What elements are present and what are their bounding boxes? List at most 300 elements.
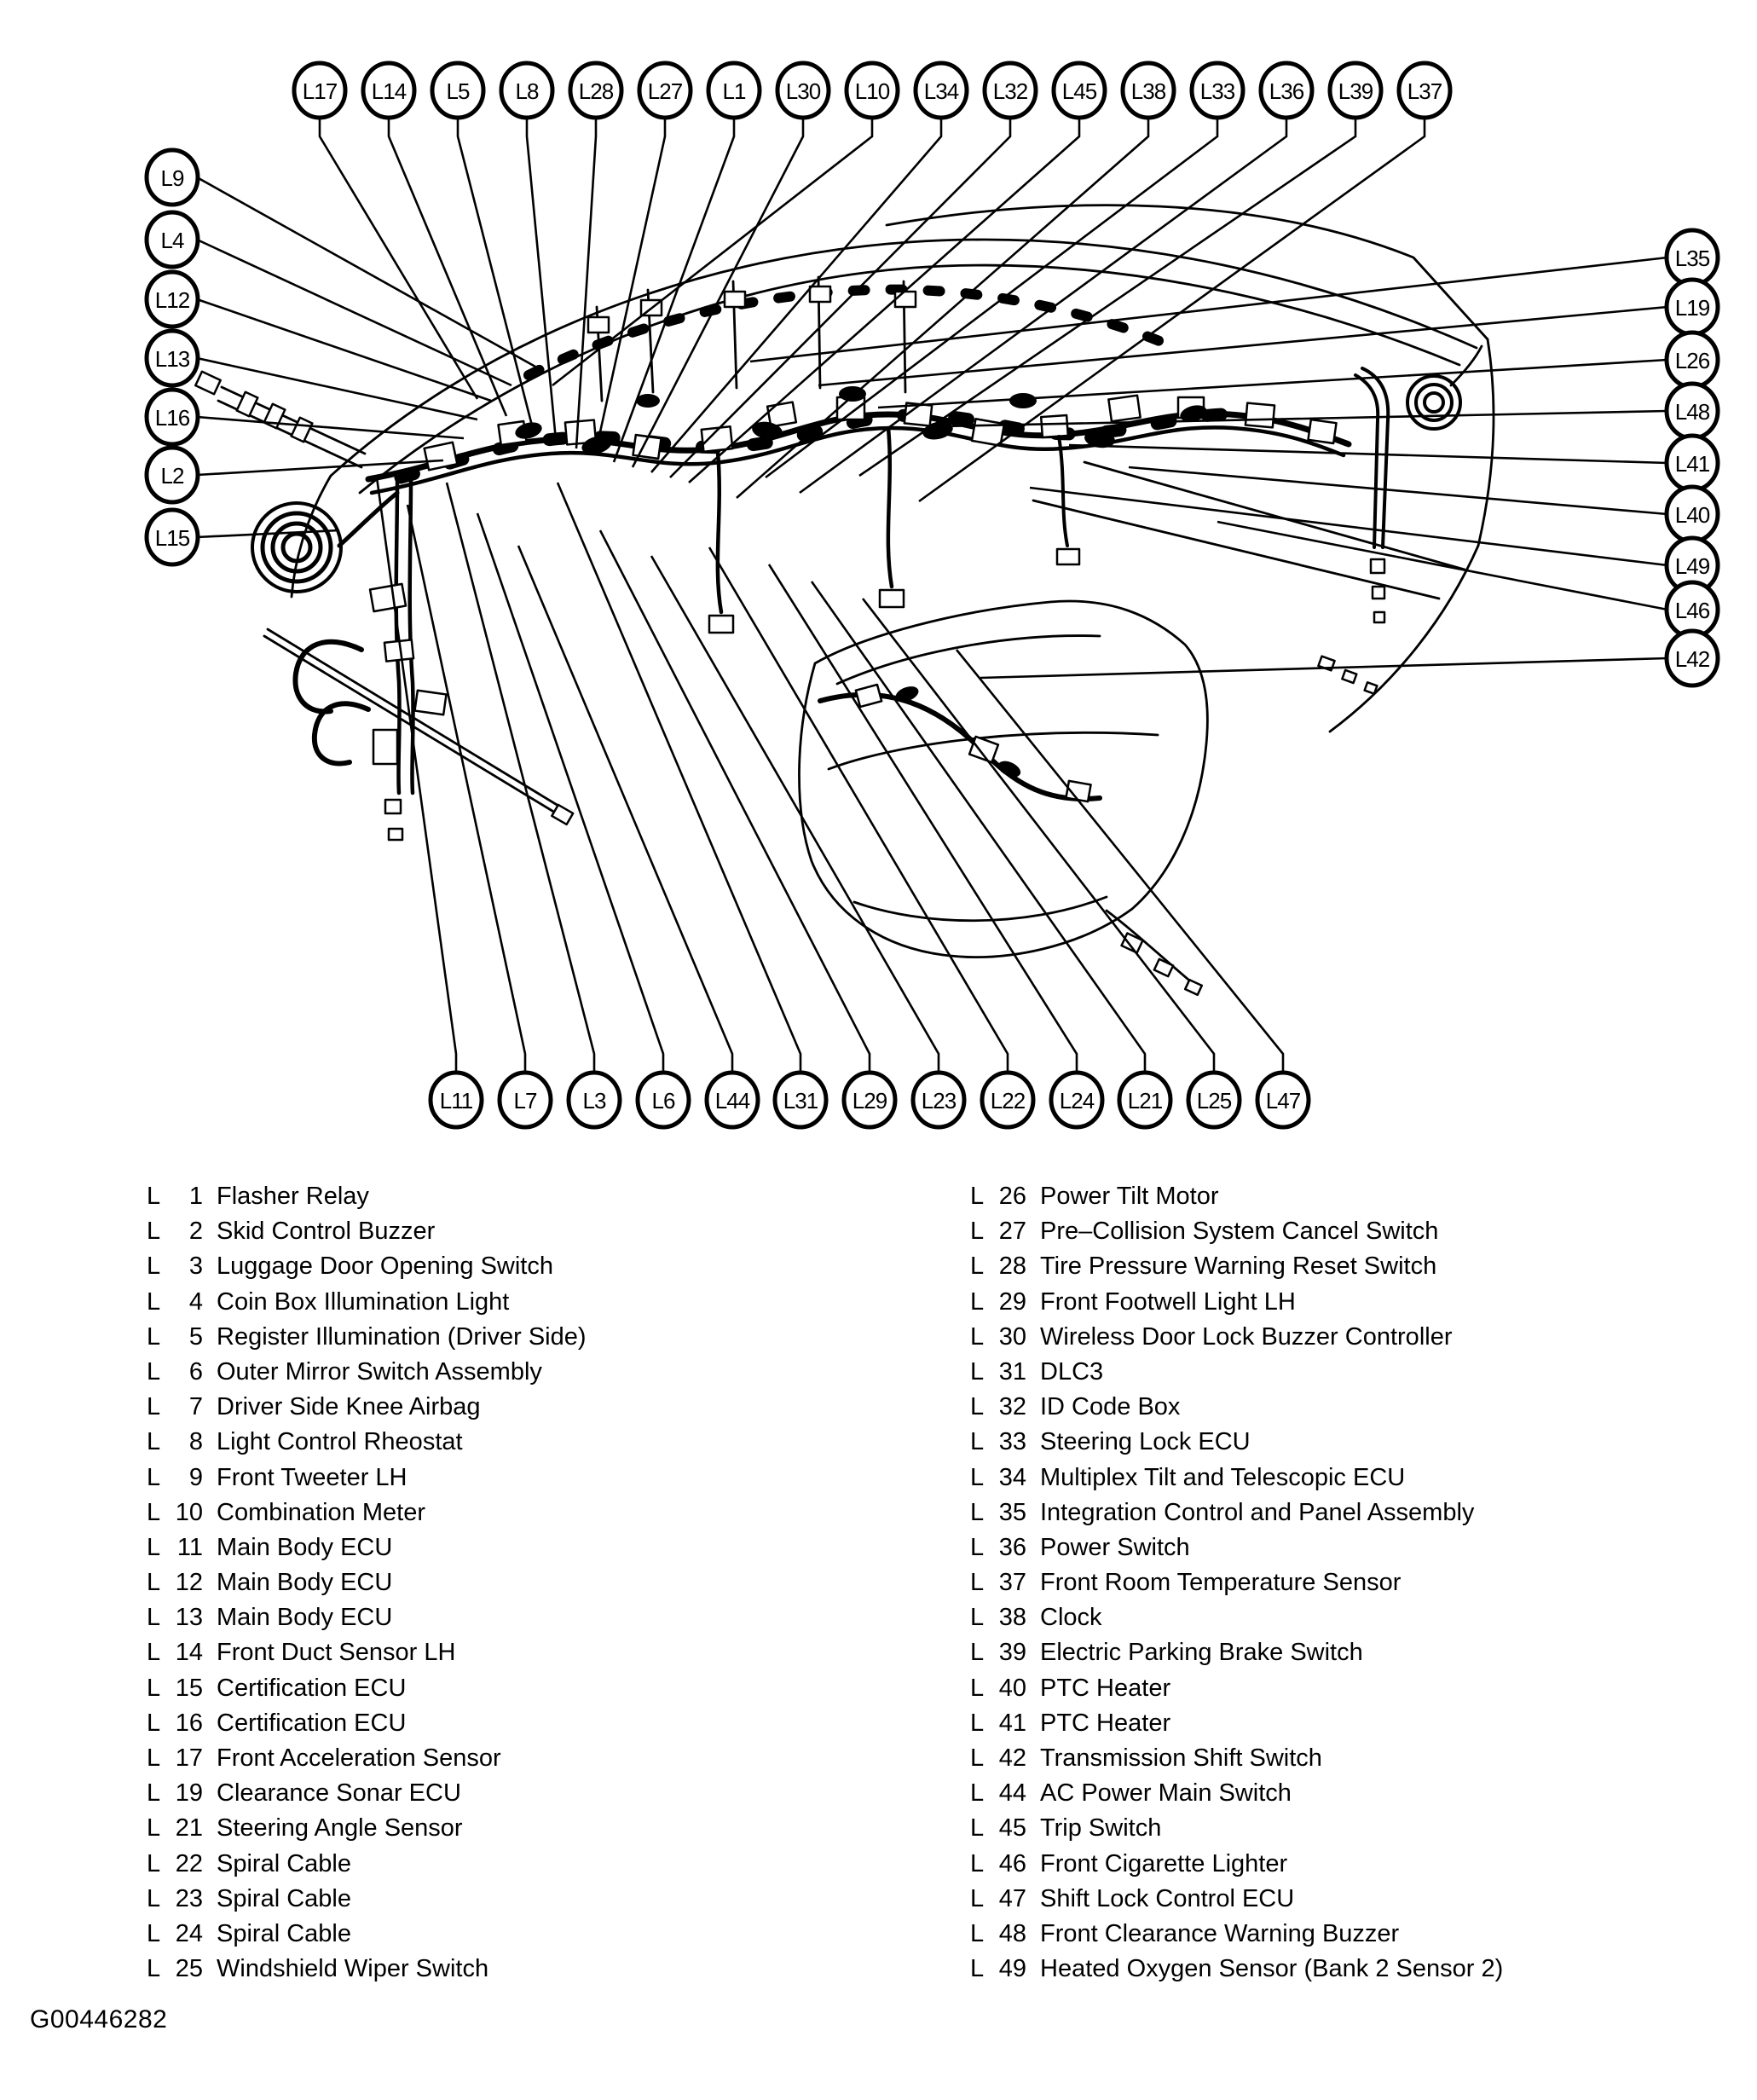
leader-line-L40 (1129, 467, 1667, 514)
legend-prefix: L (147, 1709, 161, 1737)
callout-label: L10 (854, 78, 890, 104)
callout-label: L7 (513, 1088, 537, 1114)
legend-number: 37 (998, 1569, 1026, 1597)
legend-prefix: L (970, 1639, 985, 1667)
legend-name: Front Cigarette Lighter (1040, 1849, 1288, 1877)
legend-prefix: L (970, 1849, 985, 1877)
legend-prefix: L (970, 1463, 985, 1491)
legend-row (970, 1741, 1503, 1776)
legend-row (970, 1320, 1503, 1355)
legend-prefix: L (970, 1709, 985, 1737)
callout-label: L33 (1199, 78, 1235, 104)
callout-label: L37 (1407, 78, 1442, 104)
legend-row (147, 1425, 970, 1460)
legend-number: 19 (175, 1779, 203, 1808)
legend-name: Pre–Collision System Cancel Switch (1040, 1218, 1439, 1246)
callout-L14 (363, 63, 414, 118)
callout-L22 (982, 1073, 1033, 1127)
legend-row (147, 1355, 970, 1390)
legend-number: 27 (998, 1218, 1026, 1246)
callout-L2 (147, 448, 198, 502)
callout-label: L11 (439, 1088, 473, 1114)
legend-number: 3 (188, 1252, 203, 1281)
callout-label: L40 (1674, 502, 1710, 528)
legend-number: 9 (188, 1463, 203, 1491)
leader-line-L19 (818, 307, 1667, 385)
legend-number: 2 (188, 1218, 203, 1246)
legend-number: 12 (175, 1569, 203, 1597)
leader-line-L16 (197, 417, 464, 438)
steering-coil (252, 493, 397, 592)
legend-prefix: L (147, 1498, 161, 1526)
legend-number: 8 (188, 1428, 203, 1456)
callout-L45 (1054, 63, 1105, 118)
legend-row (147, 1214, 970, 1249)
callout-L4 (147, 212, 198, 267)
legend-prefix: L (970, 1322, 985, 1351)
callout-label: L24 (1059, 1088, 1095, 1114)
callout-label: L48 (1674, 399, 1710, 425)
legend-prefix: L (970, 1357, 985, 1386)
legend-name: Front Acceleration Sensor (217, 1744, 501, 1772)
legend-number: 48 (998, 1919, 1026, 1947)
legend-number: 21 (175, 1814, 203, 1843)
callout-label: L9 (160, 165, 184, 191)
legend-row (970, 1635, 1503, 1670)
legend-name: Front Tweeter LH (217, 1463, 407, 1491)
legend-name: Main Body ECU (217, 1569, 393, 1597)
callout-label: L39 (1338, 78, 1373, 104)
legend-name: Clearance Sonar ECU (217, 1779, 461, 1808)
legend-number: 33 (998, 1428, 1026, 1456)
legend-name: Heated Oxygen Sensor (Bank 2 Sensor 2) (1040, 1955, 1504, 1983)
legend-name: AC Power Main Switch (1040, 1779, 1292, 1808)
callout-label: L17 (302, 78, 338, 104)
legend-number: 17 (175, 1744, 203, 1772)
legend-name: Wireless Door Lock Buzzer Controller (1040, 1322, 1453, 1351)
legend-number: 25 (175, 1955, 203, 1983)
legend-row (147, 1285, 970, 1320)
callout-L21 (1119, 1073, 1170, 1127)
upper-cluster-details (588, 277, 916, 401)
legend-prefix: L (970, 1218, 985, 1246)
legend-number: 41 (998, 1709, 1026, 1737)
callout-label: L29 (852, 1088, 887, 1114)
callout-L17 (294, 63, 345, 118)
legend-number: 39 (998, 1639, 1026, 1667)
legend-name: Clock (1040, 1604, 1102, 1632)
legend-name: ID Code Box (1040, 1393, 1181, 1421)
legend-prefix: L (970, 1498, 985, 1526)
callout-L31 (775, 1073, 826, 1127)
callout-L11 (431, 1073, 482, 1127)
leader-line-L11 (377, 477, 456, 1073)
legend-number: 24 (175, 1919, 203, 1947)
callout-L19 (1667, 280, 1718, 334)
legend-prefix: L (147, 1674, 161, 1702)
figure-code: G00446282 (30, 2005, 168, 2033)
legend-number: 10 (175, 1498, 203, 1526)
callout-label: L14 (371, 78, 407, 104)
callout-label: L19 (1674, 295, 1710, 321)
legend-prefix: L (970, 1252, 985, 1281)
legend-name: Certification ECU (217, 1674, 407, 1702)
legend-name: Power Switch (1040, 1533, 1190, 1561)
legend-name: Spiral Cable (217, 1919, 351, 1947)
harness-artwork (195, 205, 1494, 995)
callout-label: L38 (1130, 78, 1166, 104)
legend-number: 13 (175, 1604, 203, 1632)
legend-prefix: L (970, 1604, 985, 1632)
legend-row (970, 1249, 1503, 1284)
legend-name: PTC Heater (1040, 1674, 1171, 1702)
callout-L37 (1399, 63, 1450, 118)
callout-L24 (1051, 1073, 1102, 1127)
legend-prefix: L (147, 1533, 161, 1561)
legend-column-left (147, 1179, 970, 1987)
legend-number: 11 (176, 1533, 203, 1561)
callout-L9 (147, 150, 198, 205)
legend-row (147, 1179, 970, 1214)
legend-prefix: L (970, 1428, 985, 1456)
legend-prefix: L (970, 1533, 985, 1561)
legend-name: Electric Parking Brake Switch (1040, 1639, 1363, 1667)
callout-L39 (1330, 63, 1381, 118)
legend-name: Tire Pressure Warning Reset Switch (1040, 1252, 1437, 1281)
leader-line-L26 (878, 360, 1667, 408)
legend-row (147, 1530, 970, 1565)
legend-row (970, 1390, 1503, 1425)
legend-prefix: L (147, 1604, 161, 1632)
leader-line-L3 (447, 483, 594, 1073)
leader-line-L46 (1217, 522, 1667, 610)
callout-label: L23 (921, 1088, 957, 1114)
legend-row (147, 1390, 970, 1425)
legend-prefix: L (147, 1428, 161, 1456)
callout-label: L32 (992, 78, 1028, 104)
callout-label: L35 (1674, 246, 1710, 271)
legend-row (147, 1249, 970, 1284)
callout-label: L42 (1674, 646, 1710, 672)
leader-line-L28 (576, 117, 596, 448)
legend-name: Front Duct Sensor LH (217, 1639, 456, 1667)
legend-name: DLC3 (1040, 1357, 1104, 1386)
legend-number: 6 (188, 1357, 203, 1386)
legend-name: Luggage Door Opening Switch (217, 1252, 553, 1281)
legend-number: 42 (998, 1744, 1026, 1772)
legend-name: Multiplex Tilt and Telescopic ECU (1040, 1463, 1406, 1491)
legend-prefix: L (970, 1393, 985, 1421)
legend-name: Skid Control Buzzer (217, 1218, 436, 1246)
callout-L29 (844, 1073, 895, 1127)
legend-name: Spiral Cable (217, 1884, 351, 1912)
legend-prefix: L (147, 1849, 161, 1877)
legend-number: 49 (998, 1955, 1026, 1983)
callout-L10 (847, 63, 898, 118)
legend-prefix: L (147, 1218, 161, 1246)
callout-label: L4 (160, 228, 184, 253)
legend-row (147, 1882, 970, 1917)
legend-prefix: L (970, 1744, 985, 1772)
legend-row (147, 1565, 970, 1600)
legend-number: 32 (998, 1393, 1026, 1421)
callout-L16 (147, 390, 198, 444)
callout-label: L16 (154, 405, 190, 431)
legend-name: PTC Heater (1040, 1709, 1171, 1737)
legend-name: Outer Mirror Switch Assembly (217, 1357, 542, 1386)
hanging-branches (709, 428, 1079, 633)
legend-row (147, 1741, 970, 1776)
callout-L13 (147, 331, 198, 385)
legend-name: Front Room Temperature Sensor (1040, 1569, 1402, 1597)
legend-prefix: L (970, 1779, 985, 1808)
legend-row (147, 1811, 970, 1846)
component-legend (147, 1179, 1503, 1987)
callout-L8 (501, 63, 552, 118)
legend-row (970, 1214, 1503, 1249)
leader-line-L31 (558, 483, 800, 1073)
callout-label: L22 (990, 1088, 1026, 1114)
leader-line-L8 (527, 117, 556, 440)
legend-row (147, 1461, 970, 1495)
legend-column-right (970, 1179, 1503, 1987)
legend-row (970, 1882, 1503, 1917)
legend-number: 7 (188, 1393, 203, 1421)
legend-prefix: L (147, 1955, 161, 1983)
callout-label: L3 (582, 1088, 606, 1114)
callout-L7 (500, 1073, 551, 1127)
callout-label: L44 (714, 1088, 750, 1114)
leader-line-L49 (1030, 488, 1667, 565)
legend-prefix: L (970, 1183, 985, 1210)
legend-prefix: L (147, 1744, 161, 1772)
legend-number: 35 (998, 1498, 1026, 1526)
legend-number: 30 (998, 1322, 1026, 1351)
legend-number: 1 (188, 1183, 203, 1210)
callout-label: L26 (1674, 348, 1710, 373)
legend-name: Windshield Wiper Switch (217, 1955, 489, 1983)
leader-line-L35 (750, 257, 1667, 362)
legend-prefix: L (147, 1183, 161, 1210)
legend-row (147, 1917, 970, 1952)
legend-row (970, 1671, 1503, 1706)
legend-name: Coin Box Illumination Light (217, 1287, 510, 1316)
legend-prefix: L (970, 1569, 985, 1597)
legend-prefix: L (147, 1814, 161, 1843)
legend-number: 40 (998, 1674, 1026, 1702)
legend-name: Shift Lock Control ECU (1040, 1884, 1295, 1912)
legend-prefix: L (147, 1357, 161, 1386)
callout-label: L34 (923, 78, 959, 104)
legend-row (970, 1706, 1503, 1741)
callout-L23 (913, 1073, 964, 1127)
callout-label: L1 (722, 78, 746, 104)
legend-row (970, 1461, 1503, 1495)
callout-label: L31 (783, 1088, 818, 1114)
legend-row (147, 1600, 970, 1635)
legend-name: Steering Angle Sensor (217, 1814, 463, 1843)
callout-label: L30 (785, 78, 821, 104)
legend-prefix: L (147, 1779, 161, 1808)
legend-row (970, 1285, 1503, 1320)
callout-L33 (1192, 63, 1243, 118)
callout-L26 (1667, 333, 1718, 387)
legend-prefix: L (147, 1322, 161, 1351)
legend-name: Main Body ECU (217, 1604, 393, 1632)
legend-prefix: L (970, 1919, 985, 1947)
leader-line-L4 (197, 240, 511, 385)
callout-label: L13 (154, 346, 190, 372)
legend-prefix: L (147, 1393, 161, 1421)
legend-number: 29 (998, 1287, 1026, 1316)
legend-name: Driver Side Knee Airbag (217, 1393, 481, 1421)
callout-label: L5 (446, 78, 470, 104)
legend-prefix: L (147, 1463, 161, 1491)
legend-number: 15 (175, 1674, 203, 1702)
legend-row (147, 1495, 970, 1530)
legend-number: 23 (175, 1884, 203, 1912)
legend-prefix: L (970, 1674, 985, 1702)
callout-L30 (777, 63, 829, 118)
legend-row (970, 1776, 1503, 1811)
legend-prefix: L (970, 1884, 985, 1912)
legend-row (970, 1425, 1503, 1460)
callout-label: L36 (1269, 78, 1304, 104)
legend-name: Transmission Shift Switch (1040, 1744, 1322, 1772)
callout-L5 (432, 63, 483, 118)
legend-row (147, 1847, 970, 1882)
callout-L38 (1123, 63, 1174, 118)
callout-L46 (1667, 582, 1718, 637)
legend-name: Spiral Cable (217, 1849, 351, 1877)
callout-L12 (147, 272, 198, 327)
legend-number: 26 (998, 1183, 1026, 1210)
legend-prefix: L (147, 1884, 161, 1912)
callout-label: L47 (1265, 1088, 1301, 1114)
callout-label: L41 (1674, 451, 1710, 477)
legend-row (970, 1600, 1503, 1635)
callout-L40 (1667, 487, 1718, 541)
legend-prefix: L (970, 1287, 985, 1316)
legend-number: 16 (175, 1709, 203, 1737)
legend-number: 14 (175, 1639, 203, 1667)
callout-label: L21 (1127, 1088, 1163, 1114)
legend-number: 22 (175, 1849, 203, 1877)
legend-row (147, 1776, 970, 1811)
legend-row (970, 1530, 1503, 1565)
legend-name: Steering Lock ECU (1040, 1428, 1251, 1456)
legend-row (147, 1952, 970, 1987)
callout-label: L12 (154, 287, 190, 313)
callout-L44 (707, 1073, 758, 1127)
legend-number: 36 (998, 1533, 1026, 1561)
legend-row (147, 1706, 970, 1741)
callout-label: L15 (154, 525, 190, 551)
leader-line-L41 (1069, 445, 1667, 463)
callout-L3 (569, 1073, 620, 1127)
legend-prefix: L (147, 1639, 161, 1667)
legend-number: 5 (188, 1322, 203, 1351)
callout-L47 (1257, 1073, 1309, 1127)
legend-name: Main Body ECU (217, 1533, 393, 1561)
legend-number: 47 (998, 1884, 1026, 1912)
legend-prefix: L (147, 1287, 161, 1316)
legend-row (970, 1847, 1503, 1882)
legend-name: Combination Meter (217, 1498, 425, 1526)
callout-L32 (985, 63, 1036, 118)
legend-row (970, 1565, 1503, 1600)
callout-label: L27 (647, 78, 683, 104)
right-side-rod (1318, 346, 1482, 694)
legend-number: 28 (998, 1252, 1026, 1281)
legend-number: 38 (998, 1604, 1026, 1632)
legend-number: 34 (998, 1463, 1026, 1491)
callout-L48 (1667, 384, 1718, 438)
legend-row (970, 1355, 1503, 1390)
callout-L15 (147, 510, 198, 564)
callout-label: L8 (515, 78, 539, 104)
legend-number: 4 (188, 1287, 203, 1316)
legend-name: Flasher Relay (217, 1183, 369, 1210)
callout-label: L46 (1674, 598, 1710, 623)
legend-number: 31 (998, 1357, 1026, 1386)
callout-label: L28 (578, 78, 614, 104)
legend-prefix: L (147, 1569, 161, 1597)
legend-row (147, 1320, 970, 1355)
callout-L36 (1261, 63, 1312, 118)
legend-prefix: L (147, 1919, 161, 1947)
callout-label: L25 (1196, 1088, 1232, 1114)
callout-L6 (638, 1073, 689, 1127)
leader-line-L9 (197, 177, 535, 367)
legend-row (970, 1917, 1503, 1952)
leader-line-L5 (458, 117, 533, 429)
legend-row (970, 1811, 1503, 1846)
callout-label: L6 (651, 1088, 675, 1114)
legend-name: Integration Control and Panel Assembly (1040, 1498, 1475, 1526)
legend-row (970, 1179, 1503, 1214)
callout-L41 (1667, 436, 1718, 490)
legend-number: 44 (998, 1779, 1026, 1808)
callout-label: L49 (1674, 553, 1710, 579)
legend-row (147, 1671, 970, 1706)
legend-name: Register Illumination (Driver Side) (217, 1322, 587, 1351)
callout-L28 (570, 63, 621, 118)
legend-name: Front Footwell Light LH (1040, 1287, 1296, 1316)
legend-row (147, 1635, 970, 1670)
callout-L1 (708, 63, 760, 118)
callout-L42 (1667, 631, 1718, 686)
legend-prefix: L (970, 1814, 985, 1843)
callout-L27 (639, 63, 691, 118)
legend-prefix: L (970, 1955, 985, 1983)
legend-name: Certification ECU (217, 1709, 407, 1737)
legend-name: Power Tilt Motor (1040, 1183, 1219, 1210)
legend-row (970, 1495, 1503, 1530)
callout-L35 (1667, 230, 1718, 285)
legend-name: Trip Switch (1040, 1814, 1162, 1843)
legend-name: Light Control Rheostat (217, 1428, 463, 1456)
callout-label: L45 (1061, 78, 1097, 104)
legend-name: Front Clearance Warning Buzzer (1040, 1919, 1400, 1947)
legend-prefix: L (147, 1252, 161, 1281)
legend-row (970, 1952, 1503, 1987)
leader-line-L7 (407, 505, 525, 1073)
legend-number: 46 (998, 1849, 1026, 1877)
legend-number: 45 (998, 1814, 1026, 1843)
callout-L34 (916, 63, 967, 118)
callout-L25 (1188, 1073, 1240, 1127)
